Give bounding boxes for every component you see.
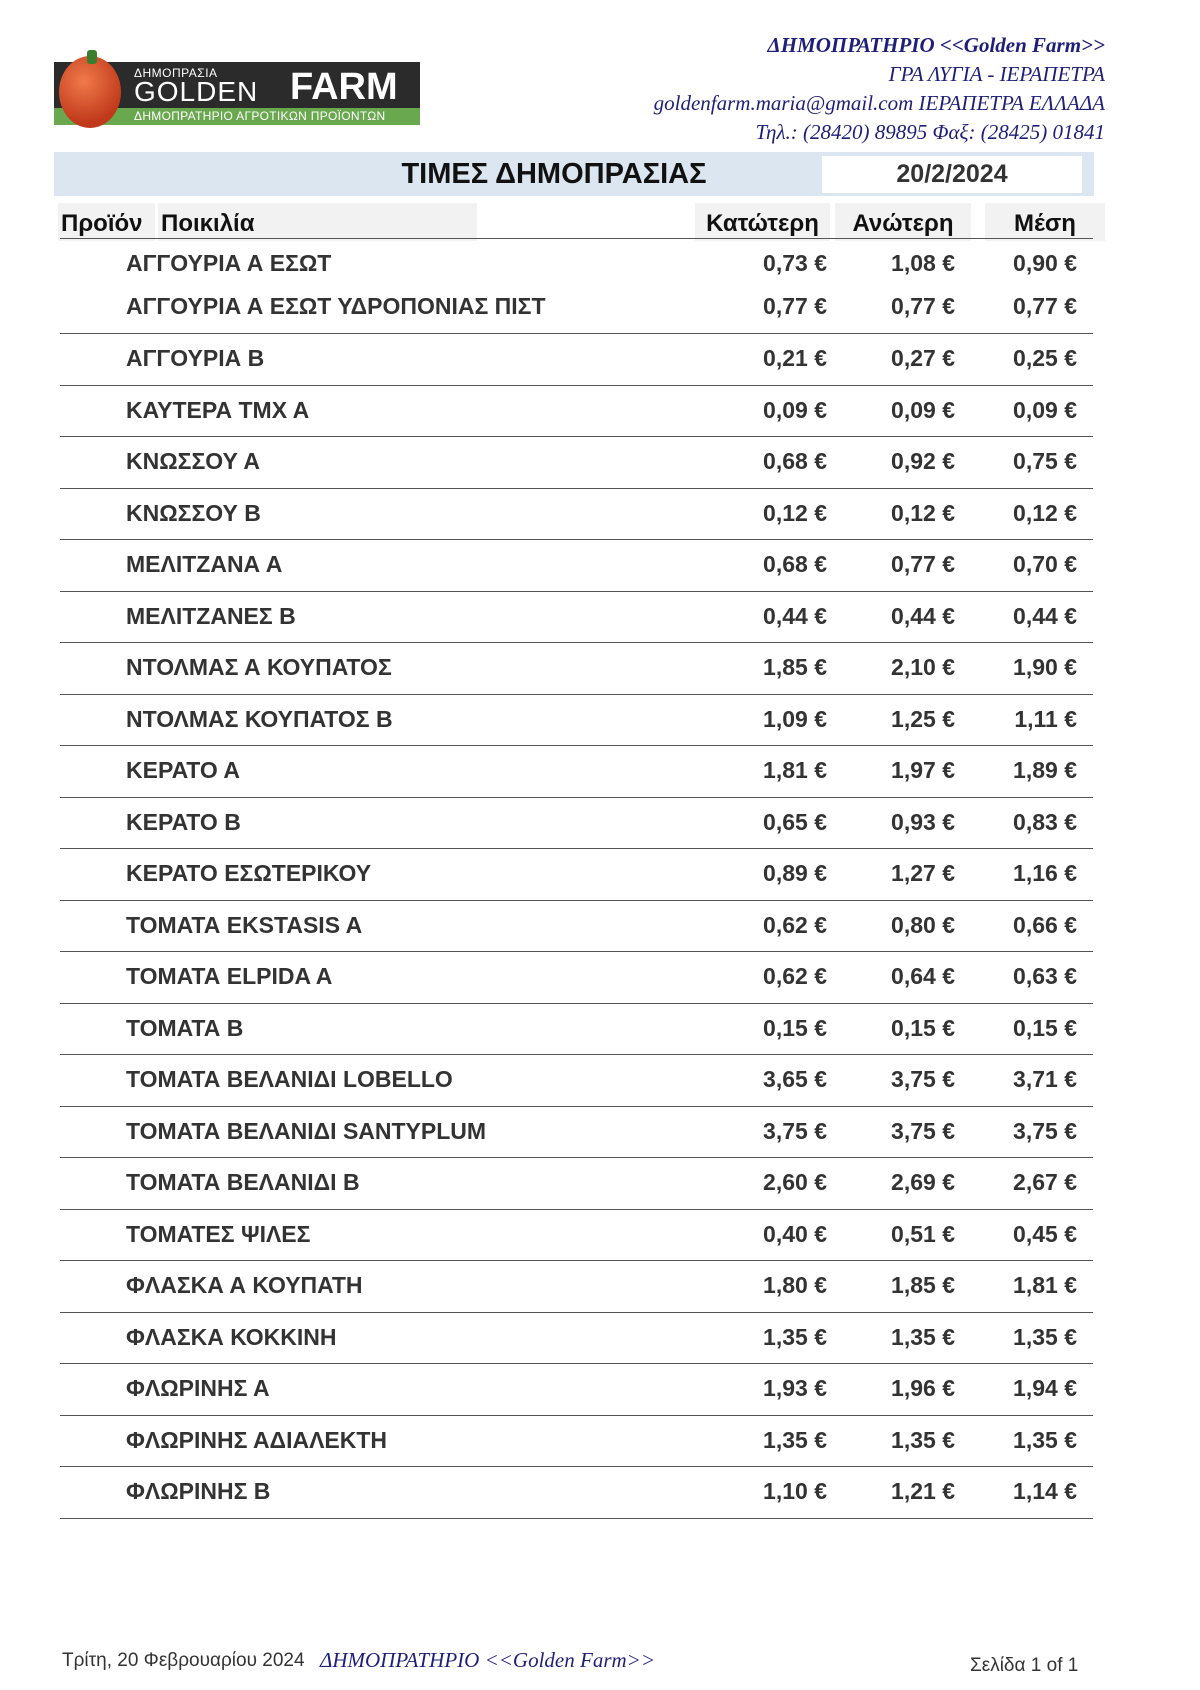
cell-name: ΤΟΜΑΤΑ EKSTASIS A: [126, 911, 363, 938]
cell-name: ΤΟΜΑΤΑ ΒΕΛΑΝΙΔΙ SANTYPLUM: [126, 1117, 487, 1144]
cell-high: 2,69 €: [891, 1169, 955, 1195]
cell-low: 0,68 €: [763, 551, 827, 577]
cell-high: 0,15 €: [891, 1014, 955, 1041]
cell-high: 0,77 €: [891, 551, 955, 577]
cell-name: ΜΕΛΙΤΖΑΝΕΣ Β: [126, 602, 296, 629]
cell-name: ΚΕΡΑΤΟ Α: [126, 757, 240, 783]
table-row: [60, 242, 1093, 286]
row-divider: [60, 1260, 1093, 1261]
cell-name: ΦΛΑΣΚΑ ΚΟΚΚΙΝΗ: [126, 1323, 337, 1350]
cell-high: 1,25 €: [891, 705, 955, 732]
row-divider: [60, 848, 1093, 849]
cell-high: 3,75 €: [891, 1117, 955, 1144]
cell-avg: 0,12 €: [1013, 499, 1077, 526]
cell-low: 0,68 €: [763, 448, 827, 474]
cell-name: ΜΕΛΙΤΖΑΝΑ Α: [126, 551, 283, 577]
row-divider: [60, 1106, 1093, 1107]
auction-date: 20/2/2024: [822, 156, 1082, 193]
row-divider: [60, 1415, 1093, 1416]
page-number: Σελίδα 1 of 1: [970, 1655, 1079, 1676]
cell-name: ΦΛΩΡΙΝΗΣ Α: [126, 1375, 270, 1401]
cell-avg: 0,66 €: [1013, 911, 1077, 938]
row-divider: [60, 1518, 1093, 1519]
cell-name: ΑΓΓΟΥΡΙΑ Α ΕΣΩΤ ΥΔΡΟΠΟΝΙΑΣ ΠΙΣΤ: [126, 293, 546, 319]
cell-low: 0,65 €: [763, 808, 827, 835]
table-row: [60, 1110, 1093, 1154]
row-divider: [60, 642, 1093, 643]
row-divider: [60, 385, 1093, 386]
table-row: [60, 1367, 1093, 1411]
cell-name: ΦΛΩΡΙΝΗΣ ΑΔΙΑΛΕΚΤΗ: [126, 1426, 388, 1453]
cell-avg: 1,14 €: [1013, 1478, 1077, 1504]
company-name: ΔΗΜΟΠΡΑΤΗΡΙΟ <<Golden Farm>>: [767, 33, 1105, 57]
cell-high: 0,51 €: [891, 1220, 955, 1247]
cell-name: ΚΝΩΣΣΟΥ Α: [126, 448, 261, 474]
cell-name: ΤΟΜΑΤΑ ΒΕΛΑΝΙΔΙ LOBELLO: [126, 1066, 453, 1092]
company-phone: Τηλ.: (28420) 89895 Φαξ: (28425) 01841: [755, 120, 1105, 144]
cell-high: 1,35 €: [891, 1323, 955, 1350]
table-row: [60, 543, 1093, 587]
table-row: [60, 1213, 1093, 1257]
row-divider: [60, 333, 1093, 334]
cell-low: 1,10 €: [763, 1478, 827, 1504]
cell-low: 1,35 €: [763, 1426, 827, 1453]
table-row: [60, 440, 1093, 484]
table-row: [60, 1058, 1093, 1102]
cell-avg: 0,25 €: [1013, 345, 1077, 371]
cell-avg: 1,90 €: [1013, 654, 1077, 680]
cell-avg: 0,09 €: [1013, 396, 1077, 423]
cell-name: ΚΑΥΤΕΡΑ ΤΜΧ Α: [126, 396, 310, 423]
col-avg: Μέση: [985, 203, 1105, 241]
row-divider: [60, 1054, 1093, 1055]
cell-high: 1,96 €: [891, 1375, 955, 1401]
header-divider: [60, 238, 1093, 239]
cell-low: 3,65 €: [763, 1066, 827, 1092]
cell-high: 1,08 €: [891, 250, 955, 276]
cell-name: ΚΝΩΣΣΟΥ Β: [126, 499, 261, 526]
cell-high: 1,21 €: [891, 1478, 955, 1504]
table-row: [60, 1007, 1093, 1051]
row-divider: [60, 436, 1093, 437]
title-band: [54, 152, 1094, 196]
cell-high: 1,27 €: [891, 860, 955, 886]
cell-high: 0,64 €: [891, 963, 955, 989]
table-row: [60, 646, 1093, 690]
golden-farm-logo: ΔΗΜΟΠΡΑΤΗΡΙΟ ΑΓΡΟΤΙΚΩΝ ΠΡΟΪΟΝΤΩΝ ΔΗΜΟΠΡΑΣΙΑ GOLDEN FARM: [54, 52, 420, 126]
cell-low: 2,60 €: [763, 1169, 827, 1195]
cell-name: ΚΕΡΑΤΟ ΕΣΩΤΕΡΙΚΟΥ: [126, 860, 372, 886]
table-row: [60, 389, 1093, 433]
cell-low: 0,62 €: [763, 911, 827, 938]
cell-low: 0,73 €: [763, 250, 827, 276]
cell-low: 0,89 €: [763, 860, 827, 886]
cell-name: ΤΟΜΑΤΑ ΒΕΛΑΝΙΔΙ Β: [126, 1169, 360, 1195]
cell-avg: 0,45 €: [1013, 1220, 1077, 1247]
cell-high: 0,80 €: [891, 911, 955, 938]
cell-name: ΝΤΟΛΜΑΣ ΚΟΥΠΑΤΟΣ Β: [126, 705, 393, 732]
cell-name: ΦΛΩΡΙΝΗΣ Β: [126, 1478, 271, 1504]
table-row: [60, 698, 1093, 742]
cell-low: 0,77 €: [763, 293, 827, 319]
cell-low: 1,85 €: [763, 654, 827, 680]
cell-avg: 0,15 €: [1013, 1014, 1077, 1041]
cell-high: 0,44 €: [891, 602, 955, 629]
cell-high: 0,93 €: [891, 808, 955, 835]
cell-low: 0,44 €: [763, 602, 827, 629]
company-address: ΓΡΑ ΛΥΓΙΑ - ΙΕΡΑΠΕΤΡΑ: [888, 62, 1105, 86]
cell-high: 3,75 €: [891, 1066, 955, 1092]
cell-avg: 1,81 €: [1013, 1272, 1077, 1298]
row-divider: [60, 694, 1093, 695]
col-high: Ανώτερη: [835, 203, 971, 241]
cell-low: 3,75 €: [763, 1117, 827, 1144]
cell-name: ΤΟΜΑΤΕΣ ΨΙΛΕΣ: [126, 1220, 311, 1247]
cell-avg: 1,16 €: [1013, 860, 1077, 886]
table-row: [60, 492, 1093, 536]
row-divider: [60, 488, 1093, 489]
cell-avg: 0,83 €: [1013, 808, 1077, 835]
row-divider: [60, 900, 1093, 901]
cell-avg: 1,89 €: [1013, 757, 1077, 783]
cell-low: 0,15 €: [763, 1014, 827, 1041]
table-row: [60, 1316, 1093, 1360]
row-divider: [60, 1363, 1093, 1364]
company-email: goldenfarm.maria@gmail.com ΙΕΡΑΠΕΤΡΑ ΕΛΛΑΔΑ: [653, 91, 1105, 115]
row-divider: [60, 1209, 1093, 1210]
table-row: [60, 1264, 1093, 1308]
cell-name: ΤΟΜΑΤΑ Β: [126, 1014, 244, 1041]
cell-name: ΚΕΡΑΤΟ Β: [126, 808, 241, 835]
cell-low: 1,93 €: [763, 1375, 827, 1401]
tomato-icon: [59, 56, 121, 128]
table-row: [60, 801, 1093, 845]
table-row: [60, 285, 1093, 329]
table-row: [60, 955, 1093, 999]
cell-avg: 1,35 €: [1013, 1426, 1077, 1453]
row-divider: [60, 1466, 1093, 1467]
cell-avg: 0,77 €: [1013, 293, 1077, 319]
cell-high: 0,92 €: [891, 448, 955, 474]
cell-avg: 1,94 €: [1013, 1375, 1077, 1401]
cell-low: 0,62 €: [763, 963, 827, 989]
cell-name: ΤΟΜΑΤΑ ELPIDA A: [126, 963, 333, 989]
row-divider: [60, 951, 1093, 952]
row-divider: [60, 1003, 1093, 1004]
cell-high: 1,35 €: [891, 1426, 955, 1453]
row-divider: [60, 1157, 1093, 1158]
cell-high: 0,12 €: [891, 499, 955, 526]
table-row: [60, 904, 1093, 948]
row-divider: [60, 591, 1093, 592]
cell-name: ΑΓΓΟΥΡΙΑ Α ΕΣΩΤ: [126, 250, 332, 276]
cell-low: 1,09 €: [763, 705, 827, 732]
table-row: [60, 749, 1093, 793]
row-divider: [60, 745, 1093, 746]
cell-low: 0,09 €: [763, 396, 827, 423]
table-row: [60, 595, 1093, 639]
cell-low: 0,40 €: [763, 1220, 827, 1247]
cell-name: ΦΛΑΣΚΑ Α ΚΟΥΠΑΤΗ: [126, 1272, 363, 1298]
col-variety: Ποικιλία: [158, 203, 477, 241]
cell-low: 0,12 €: [763, 499, 827, 526]
cell-high: 1,85 €: [891, 1272, 955, 1298]
footer-date: Τρίτη, 20 Φεβρουαρίου 2024: [62, 1650, 305, 1671]
cell-low: 1,80 €: [763, 1272, 827, 1298]
col-product: Προϊόν: [58, 203, 155, 241]
row-divider: [60, 797, 1093, 798]
cell-high: 0,77 €: [891, 293, 955, 319]
col-low: Κατώτερη: [695, 203, 830, 241]
cell-name: ΑΓΓΟΥΡΙΑ Β: [126, 345, 265, 371]
cell-avg: 0,90 €: [1013, 250, 1077, 276]
cell-avg: 0,44 €: [1013, 602, 1077, 629]
cell-avg: 2,67 €: [1013, 1169, 1077, 1195]
cell-low: 1,35 €: [763, 1323, 827, 1350]
cell-avg: 0,63 €: [1013, 963, 1077, 989]
table-row: [60, 1161, 1093, 1205]
table-row: [60, 337, 1093, 381]
cell-avg: 0,70 €: [1013, 551, 1077, 577]
cell-high: 1,97 €: [891, 757, 955, 783]
table-row: [60, 1470, 1093, 1514]
cell-name: ΝΤΟΛΜΑΣ Α ΚΟΥΠΑΤΟΣ: [126, 654, 392, 680]
cell-high: 2,10 €: [891, 654, 955, 680]
cell-avg: 0,75 €: [1013, 448, 1077, 474]
row-divider: [60, 1312, 1093, 1313]
table-row: [60, 852, 1093, 896]
cell-low: 1,81 €: [763, 757, 827, 783]
cell-avg: 3,71 €: [1013, 1066, 1077, 1092]
cell-avg: 1,35 €: [1013, 1323, 1077, 1350]
cell-avg: 1,11 €: [1014, 705, 1077, 732]
page-title: ΤΙΜΕΣ ΔΗΜΟΠΡΑΣΙΑΣ: [401, 158, 707, 190]
cell-high: 0,27 €: [891, 345, 955, 371]
cell-low: 0,21 €: [763, 345, 827, 371]
table-row: [60, 1419, 1093, 1463]
cell-high: 0,09 €: [891, 396, 955, 423]
row-divider: [60, 539, 1093, 540]
cell-avg: 3,75 €: [1013, 1117, 1077, 1144]
footer-company: ΔΗΜΟΠΡΑΤΗΡΙΟ <<Golden Farm>>: [320, 1648, 656, 1672]
